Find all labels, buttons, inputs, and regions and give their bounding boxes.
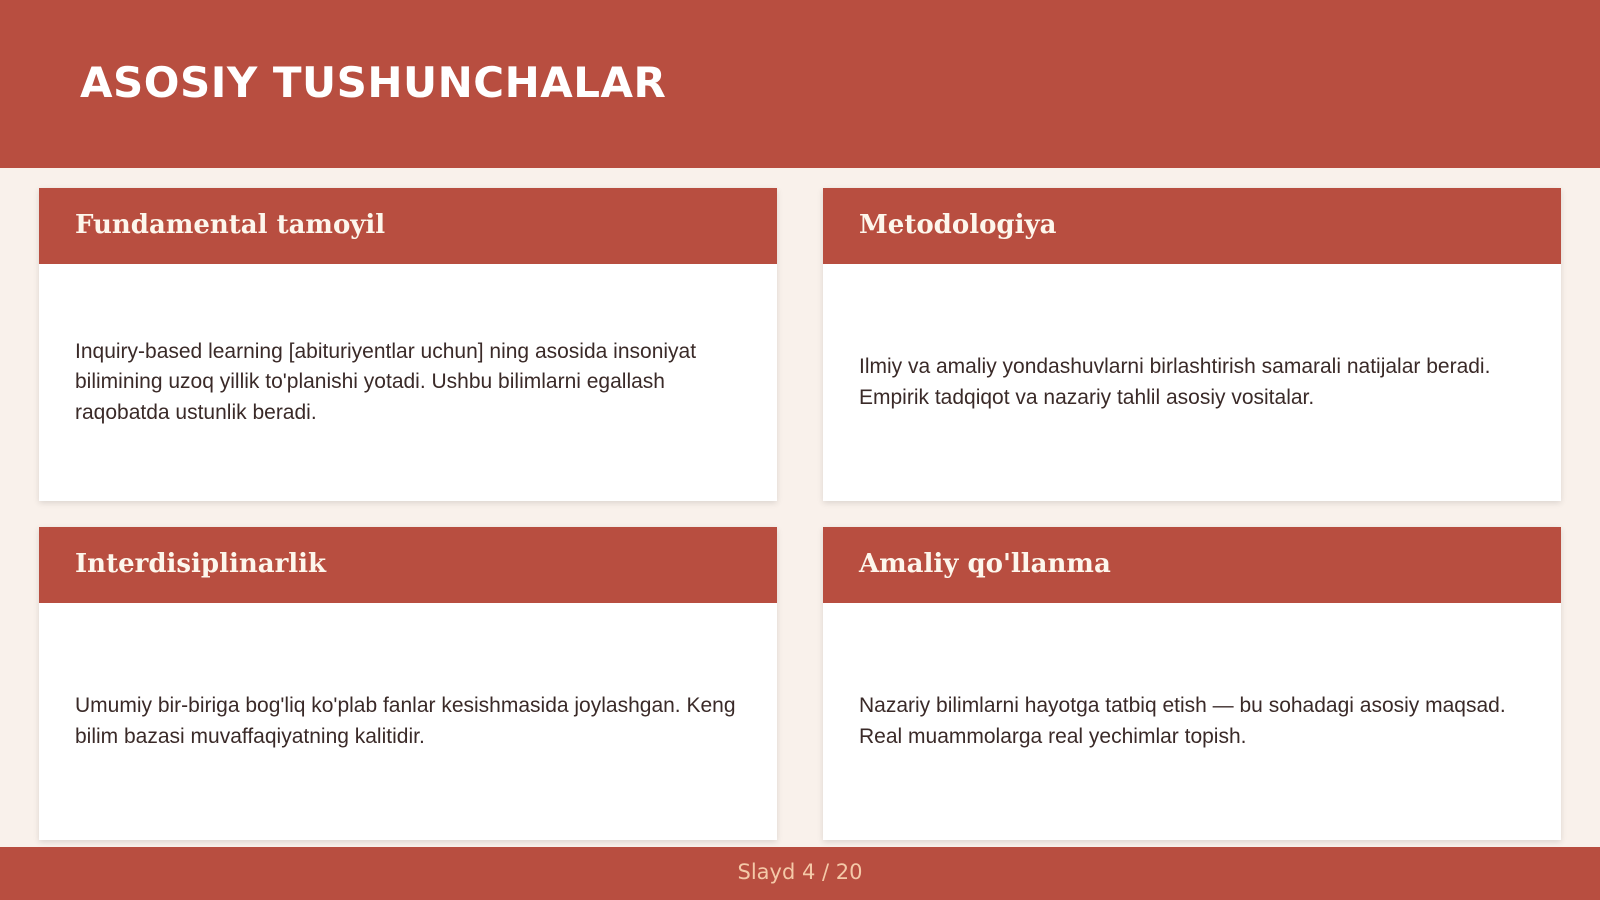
card-heading: Amaliy qo'llanma — [859, 549, 1111, 579]
slide-title: ASOSIY TUSHUNCHALAR — [80, 58, 667, 107]
card-header — [39, 188, 777, 264]
card-metodologiya — [823, 188, 1561, 501]
card-heading: Interdisiplinarlik — [75, 549, 327, 579]
card-text: Nazariy bilimlarni hayotga tatbiq etish — bu sohadagi asosiy maqsad. Real muammolarga real yechimlar topish. — [859, 694, 1506, 748]
card-interdisiplinarlik — [39, 527, 777, 840]
card-body — [39, 264, 777, 501]
card-body — [823, 264, 1561, 501]
slide-footer — [0, 847, 1600, 900]
slide-number: Slayd 4 / 20 — [737, 860, 863, 884]
card-text: Inquiry-based learning [abituriyentlar uchun] ning asosida insoniyat bilimining uzoq yillik to'planishi yotadi. Ushbu bilimlarni egallash raqobatda ustunlik beradi. — [75, 339, 697, 424]
card-heading: Fundamental tamoyil — [75, 210, 386, 240]
card-header — [823, 188, 1561, 264]
card-header — [39, 527, 777, 603]
card-header — [823, 527, 1561, 603]
card-text: Ilmiy va amaliy yondashuvlarni birlashtirish samarali natijalar beradi. Empirik tadqiqot va nazariy tahlil asosiy vositalar. — [859, 355, 1491, 409]
slide-header — [0, 0, 1600, 168]
card-fundamental-tamoyil — [39, 188, 777, 501]
card-body — [823, 603, 1561, 840]
card-text: Umumiy bir-biriga bog'liq ko'plab fanlar kesishmasida joylashgan. Keng bilim bazasi muvaffaqiyatning kalitidir. — [75, 694, 736, 748]
card-body — [39, 603, 777, 840]
card-amaliy-qollanma — [823, 527, 1561, 840]
card-heading: Metodologiya — [859, 210, 1057, 240]
